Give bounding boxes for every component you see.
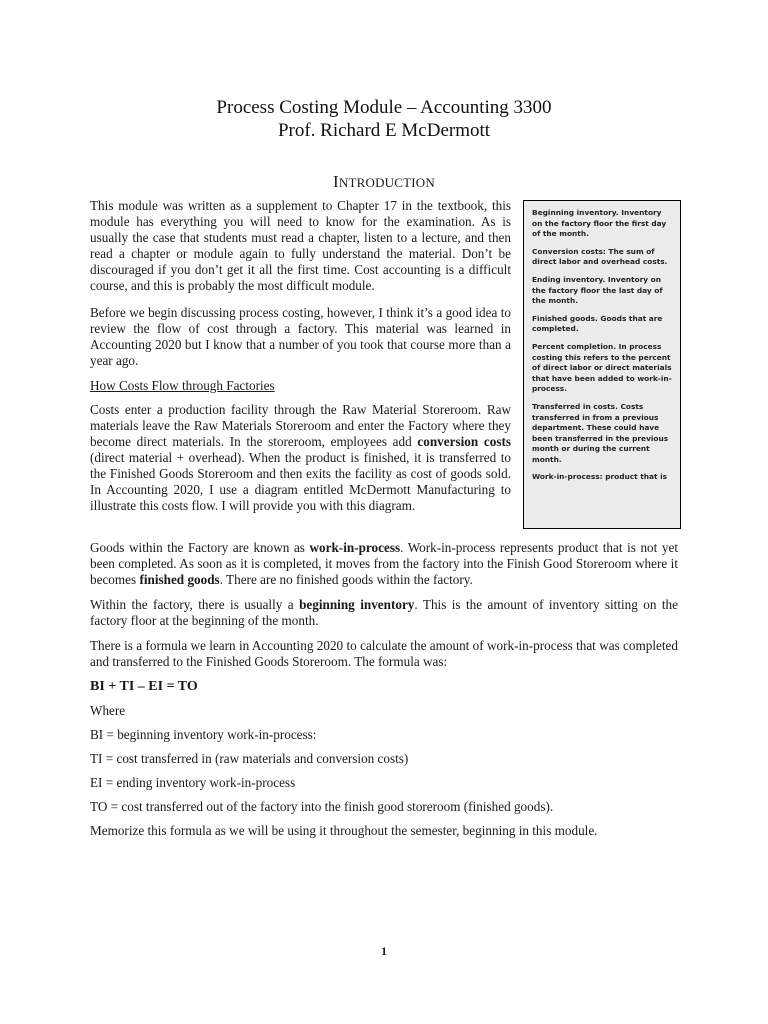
beginning-inventory-paragraph [90, 597, 678, 629]
bi-text-1: Within the factory, there is usually a [90, 597, 300, 612]
bi-text-2: . This is the amount of inventory sitting on the factory floor at the beginning of the month. [90, 597, 678, 628]
subheading-text: How Costs Flow through Factories [90, 378, 275, 393]
intro-paragraph: This module was written as a supplement to Chapter 17 in the textbook, this module has everything you will need to know for the examination. As is usually the case that students must read a chapter, listen to a lecture, and then read a chapter or module again to fully understand the material. Don’t be discouraged if you don’t get it all the first time. Cost accounting is a difficult course, and this is probably the most difficult module. [90, 198, 511, 293]
wip-text-2: . Work-in-process represents product that is not yet been completed. As soon as it is completed, it moves from the factory into the Finish Good Storeroom where it becomes [90, 540, 678, 587]
work-in-process-term: work-in-process [309, 540, 401, 555]
page-number: 1 [381, 944, 387, 958]
wip-text-3: . There are no finished goods within the factory. [219, 572, 473, 587]
beginning-inventory-term: beginning inventory [299, 597, 415, 612]
glossary-item: Transferred in costs. Costs transferred in from a previous department. These could have been transferred in the previous month or during the current month. [532, 401, 669, 464]
section-heading-initial: I [333, 172, 339, 191]
definition-to: TO = cost transferred out of the factory into the finish good storeroom (finished goods). [90, 799, 554, 814]
formula: BI + TI – EI = TO [90, 679, 198, 694]
glossary-item: Finished goods. Goods that are completed. [532, 313, 663, 334]
cost-flow-intro-paragraph: Before we begin discussing process costing, however, I think it’s a good idea to review the flow of cost through a factory. This material was learned in Accounting 2020 but I know that a number of you took that course more than a year ago. [90, 305, 511, 368]
costs-flow-text-1: Costs enter a production facility through the Raw Material Storeroom. Raw materials leave the Raw Materials Storeroom and enter the Factory where they become direct materials. In the storeroom, employees add [90, 402, 511, 449]
memorize-note: Memorize this formula as we will be using it throughout the semester, beginning in this module. [90, 823, 598, 838]
glossary-sidebar [523, 200, 681, 529]
costs-flow-text-2: (direct material + overhead). When the product is finished, it is transferred to the Finished Goods Storeroom and then exits the facility as cost of goods sold. In Accounting 2020, I use a diagram entitled McDermott Manufacturing to illustrate this costs flow. I will provide you with this diagram. [90, 450, 511, 513]
definition-bi: BI = beginning inventory work-in-process: [90, 727, 317, 742]
section-heading-rest: NTRODUCTION [338, 175, 435, 190]
glossary-item: Ending inventory. Inventory on the factory floor the last day of the month. [532, 274, 663, 306]
glossary-item: Conversion costs: The sum of direct labor and overhead costs. [532, 246, 668, 267]
glossary-item: Work-in-process: product that is [532, 472, 668, 482]
costs-flow-paragraph [90, 402, 511, 514]
definition-ei: EI = ending inventory work-in-process [90, 775, 296, 790]
definition-ti: TI = cost transferred in (raw materials and conversion costs) [90, 751, 409, 766]
document-title [0, 96, 768, 142]
section-heading [0, 172, 768, 192]
title-line-2: Prof. Richard E McDermott [277, 120, 491, 141]
work-in-process-paragraph [90, 540, 678, 588]
wip-text-1: Goods within the Factory are known as [90, 540, 310, 555]
conversion-costs-term: conversion costs [417, 434, 511, 449]
glossary-item: Percent completion. In process costing this refers to the percent of direct labor or direct materials that have been added to work-in-process. [532, 341, 672, 394]
where-label: Where [90, 703, 126, 718]
glossary-item: Beginning inventory. Inventory on the factory floor the first day of the month. [532, 208, 667, 239]
formula-intro-paragraph: There is a formula we learn in Accounting 2020 to calculate the amount of work-in-process that was completed and transferred to the Finished Goods Storeroom. The formula was: [90, 638, 678, 669]
subheading [90, 378, 511, 394]
finished-goods-term: finished goods [139, 572, 220, 587]
title-line-1: Process Costing Module – Accounting 3300 [216, 97, 552, 118]
